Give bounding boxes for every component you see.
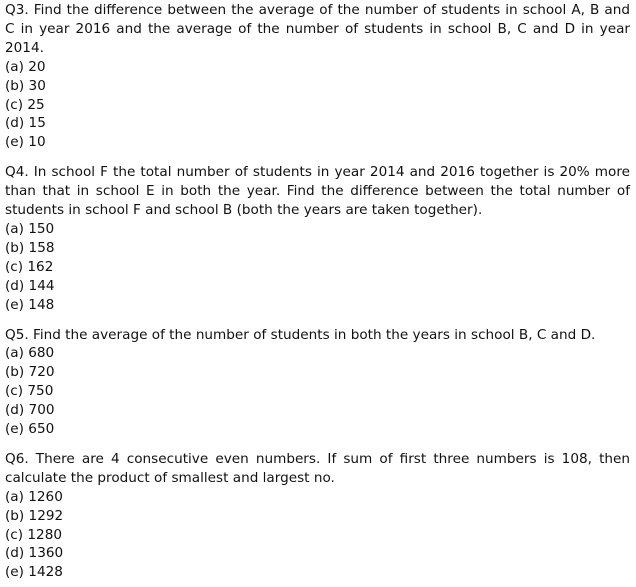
question-5-option-c: (c) 750 [5, 383, 54, 400]
question-4-stem: Q4. In school F the total number of students in year 2014 and 2016 together is 20% more than that in school E in both the year. Find the difference between the total number of students in school F and school B (both the years are taken together). [5, 164, 630, 219]
question-5-stem: Q5. Find the average of the number of students in both the years in school B, C and D. [5, 326, 596, 343]
question-5-option-d: (d) 700 [5, 402, 55, 419]
question-3-option-c: (c) 25 [5, 96, 45, 113]
question-5-option-e: (e) 650 [5, 421, 55, 438]
question-5-option-a: (a) 680 [5, 345, 55, 362]
question-4-option-a: (a) 150 [5, 220, 55, 237]
question-5-option-b: (b) 720 [5, 364, 55, 381]
question-5-options [5, 344, 630, 439]
question-4-option-c: (c) 162 [5, 258, 54, 275]
question-3-options [5, 58, 630, 153]
question-3-option-d: (d) 15 [5, 115, 46, 132]
question-6-stem: Q6. There are 4 consecutive even numbers. If sum of first three numbers is 108, then calculate the product of smallest and largest no. [5, 450, 630, 486]
question-6-option-a: (a) 1260 [5, 488, 63, 505]
question-6 [5, 450, 630, 582]
question-4-option-b: (b) 158 [5, 239, 55, 256]
question-6-option-c: (c) 1280 [5, 526, 62, 543]
question-3-stem: Q3. Find the difference between the average of the number of students in school A, B and C in year 2016 and the average of the number of students in school B, C and D in year 2014. [5, 2, 630, 56]
question-4-options [5, 220, 630, 315]
question-sheet [0, 1, 636, 587]
question-3 [5, 1, 630, 152]
question-3-option-b: (b) 30 [5, 77, 46, 94]
question-6-options [5, 488, 630, 583]
question-4 [5, 163, 630, 314]
question-3-option-e: (e) 10 [5, 134, 46, 151]
question-4-option-e: (e) 148 [5, 296, 55, 313]
question-5 [5, 326, 630, 439]
question-6-option-b: (b) 1292 [5, 507, 64, 524]
question-6-option-e: (e) 1428 [5, 564, 63, 581]
question-4-option-d: (d) 144 [5, 277, 55, 294]
question-6-option-d: (d) 1360 [5, 545, 64, 562]
question-3-option-a: (a) 20 [5, 58, 46, 75]
